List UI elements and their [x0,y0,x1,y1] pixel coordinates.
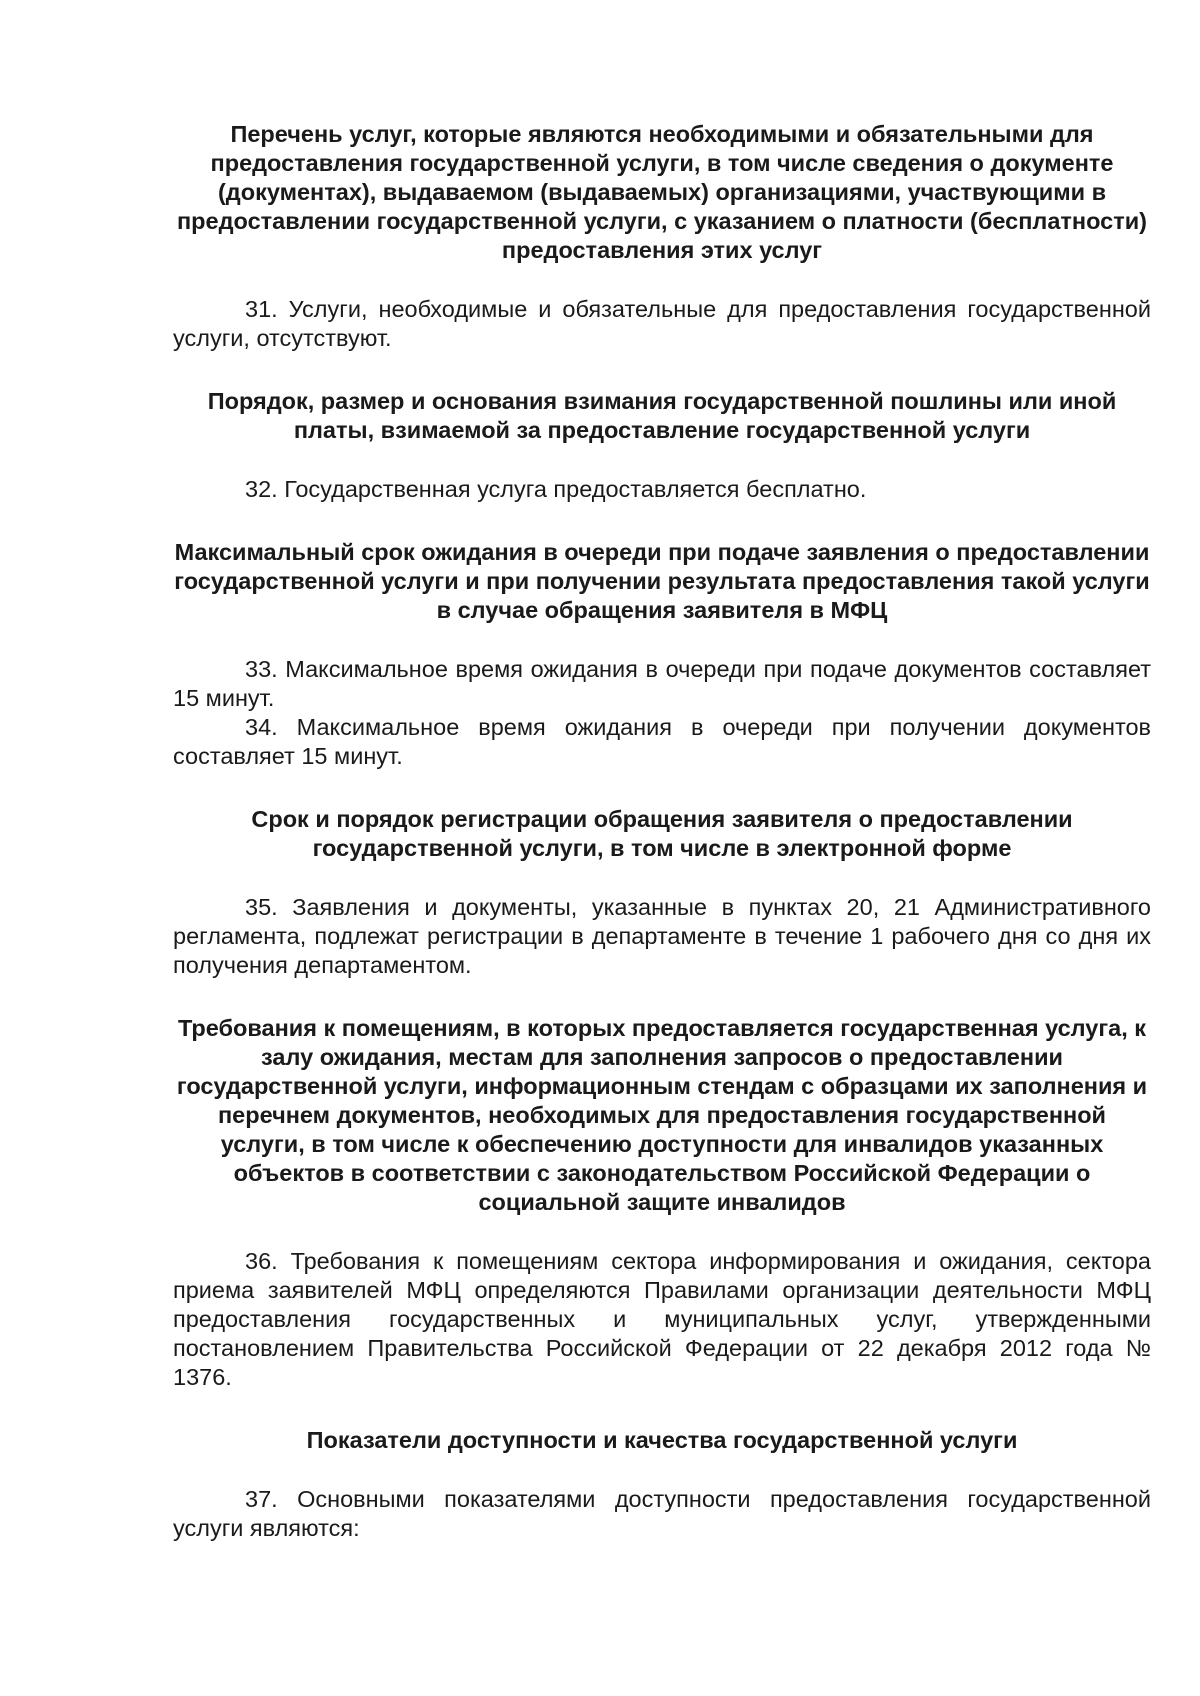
section-heading-registration: Срок и порядок регистрации обращения заявителя о предоставлении государственной услуги, в том числе в электронной форме [251,806,1073,861]
paragraph-37: 37. Основными показателями доступности предоставления государственной услуги являются: [173,1486,1151,1541]
paragraph-33: 33. Максимальное время ожидания в очереди при подаче документов составляет 15 минут. [173,656,1151,711]
paragraph-32: 32. Государственная услуга предоставляется бесплатно. [245,476,867,502]
paragraph-35: 35. Заявления и документы, указанные в пунктах 20, 21 Административного регламента, подлежат регистрации в департаменте в течение 1 рабочего дня со дня их получения департаментом. [173,894,1151,978]
section-heading-queue-time: Максимальный срок ожидания в очереди при подаче заявления о предоставлении государственной услуги и при получении результата предоставления такой услуги в случае обращения заявителя в МФЦ [174,539,1150,623]
document-page [173,120,1151,1543]
section-heading-state-duty: Порядок, размер и основания взимания государственной пошлины или иной платы, взимаемой за предоставление государственной услуги [207,388,1117,443]
section-heading-premises-requirements: Требования к помещениям, в которых предоставляется государственная услуга, к залу ожидания, местам для заполнения запросов о предоставлении государственной услуги, информационным стендам с образцами их заполнения и перечнем документов, необходимых для предоставления государственной услуги, в том числе к обеспечению доступности для инвалидов указанных объектов в соответствии с законодательством Российской Федерации о социальной защите инвалидов [176,1015,1148,1215]
section-heading-quality-indicators: Показатели доступности и качества государственной услуги [306,1427,1018,1453]
paragraph-31: 31. Услуги, необходимые и обязательные для предоставления государственной услуги, отсутствуют. [173,296,1151,351]
paragraph-34: 34. Максимальное время ожидания в очереди при получении документов составляет 15 минут. [173,714,1151,769]
paragraph-36: 36. Требования к помещениям сектора информирования и ожидания, сектора приема заявителей МФЦ определяются Правилами организации деятельности МФЦ предоставления государственных и муниципальных услуг, утвержденными постановлением Правительства Российской Федерации от 22 декабря 2012 года № 1376. [173,1248,1151,1390]
section-heading-necessary-services: Перечень услуг, которые являются необходимыми и обязательными для предоставления государственной услуги, в том числе сведения о документе (документах), выдаваемом (выдаваемых) организациями, участвующими в предоставлении государственной услуги, с указанием о платности (бесплатности) предоставления этих услуг [176,121,1147,263]
